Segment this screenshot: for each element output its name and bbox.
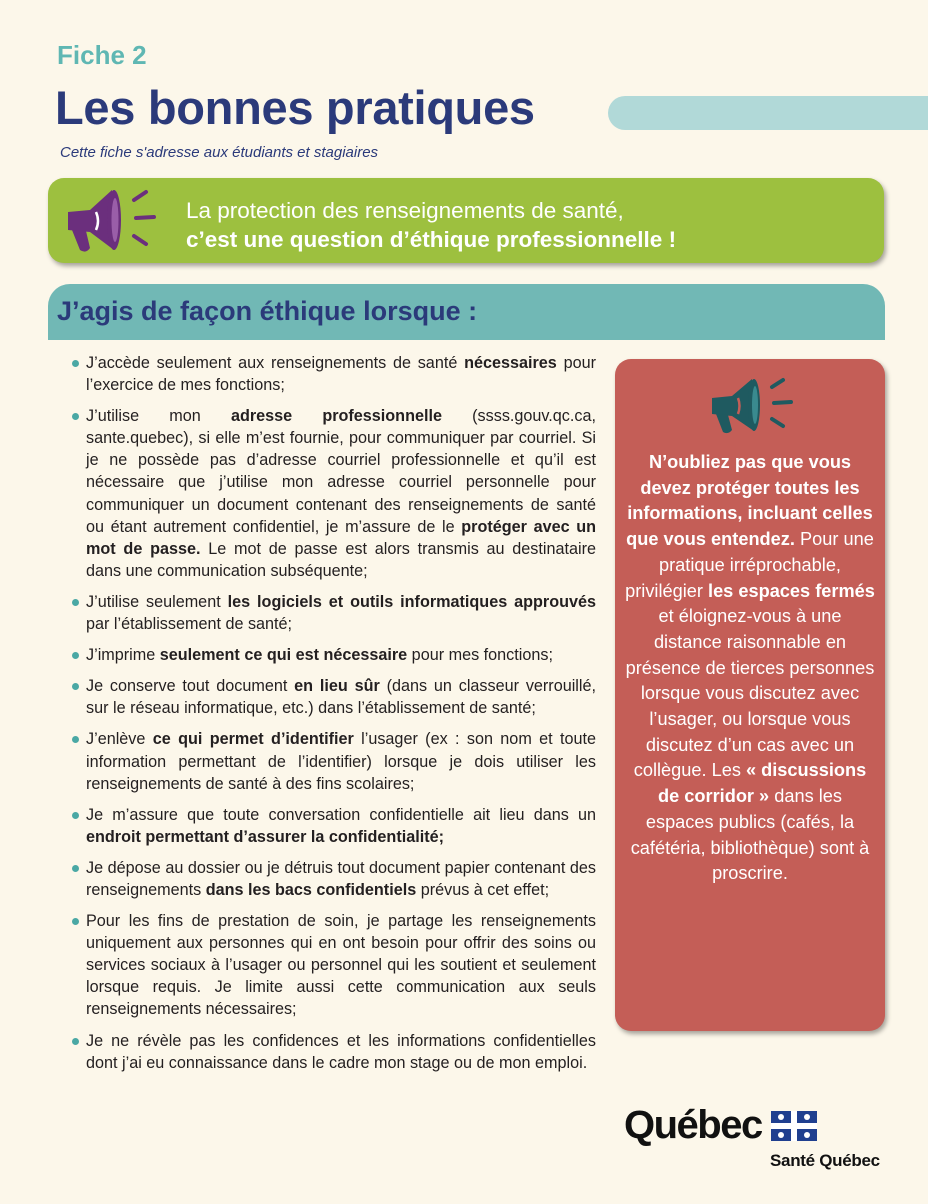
fleur-de-lis-flag-icon — [771, 1111, 817, 1141]
callout-lead: N’oubliez pas que vous devez protéger toutes les informations, incluant celles que vous entendez. — [626, 452, 873, 550]
bullet-text: (ssss.gouv.qc.ca, sante.quebec), si elle m’est fournie, pour communiquer par courriel. Si je ne possède pas d’adresse courriel professionnelle et qu’il est nécessaire que j’utilise mon adresse courriel personnelle pour communiquer un document contenant des renseignements de santé ou étant autrement confidentiel, je m’assure de le — [86, 407, 596, 536]
bullet-item — [70, 591, 596, 635]
bullet-text: J’enlève — [86, 730, 153, 749]
callout-bold-3: « discussions de corridor » — [658, 760, 867, 807]
bullet-emphasis: adresse professionnelle — [230, 407, 442, 426]
callout-part-1: Pour une pratique irréprochable, privilégier — [625, 529, 874, 601]
sante-quebec-logo-text: Santé Québec — [770, 1151, 880, 1170]
bullet-emphasis: nécessaires — [464, 354, 557, 372]
bullet-text: J’utilise mon — [86, 407, 231, 426]
bullet-item — [70, 675, 596, 719]
bullet-item — [70, 644, 596, 666]
bullet-text: Je dépose au dossier ou je détruis tout document papier contenant des renseignements — [86, 858, 596, 899]
reminder-callout-text — [624, 450, 876, 887]
bullet-text: Je conserve tout document — [86, 677, 295, 696]
bullet-text: (dans un classeur verrouillé, sur le réseau informatique, etc.) dans l’établissement de santé; — [86, 677, 596, 718]
callout-bold-2: les espaces fermés — [708, 580, 875, 601]
bullet-item — [70, 910, 596, 1020]
quebec-logo-wordmark: Québec — [624, 1103, 762, 1147]
bullet-emphasis: ce qui permet d’identifier — [152, 730, 354, 749]
bullet-emphasis: en lieu sûr — [294, 677, 380, 696]
callout-part-2: et éloignez-vous à une distance raisonnable en présence de tierces personnes lorsque vous discutez avec l’usager, ou lorsque vous discutez d’un cas avec un collègue. Les — [625, 606, 875, 781]
megaphone-icon — [706, 374, 802, 438]
bullet-item — [70, 804, 596, 848]
title-decoration-bar — [608, 96, 928, 130]
bullet-text: Pour les fins de prestation de soin, je partage les renseignements uniquement aux personnes qui en ont besoin pour offrir des soins ou services sociaux à l’usager ou personnel qui les soutient et seulement lorsque requis. Je limite aussi cette communication aux seuls renseignements nécessaires; — [86, 912, 596, 1019]
bullet-text: pour l’exercice de mes fonctions; — [86, 354, 596, 395]
bullet-text: J’utilise seulement — [86, 592, 228, 611]
bullet-emphasis: les logiciels et outils informatiques approuvés — [227, 592, 596, 611]
bullet-text: l’usager (ex : son nom et toute information permettant de l’identifier) lorsque je dois utiliser les renseignements de santé à des fins scolaires; — [86, 730, 596, 793]
bullet-text: J’imprime — [86, 646, 160, 665]
bullet-text: prévus à cet effet; — [416, 880, 550, 899]
section-title: J’agis de façon éthique lorsque : — [57, 296, 478, 326]
callout-part-3: dans les espaces publics (cafés, la cafétéria, bibliothèque) sont à proscrire. — [630, 786, 870, 884]
ethics-bullet-list — [70, 352, 596, 1083]
bullet-emphasis: protéger avec un mot de passe. — [86, 517, 596, 558]
banner-line-2: c’est une question d’éthique professionnelle ! — [186, 227, 677, 252]
bullet-text: par l’établissement de santé; — [86, 615, 293, 634]
bullet-item — [70, 352, 596, 396]
bullet-item — [70, 405, 596, 582]
bullet-emphasis: dans les bacs confidentiels — [205, 880, 417, 899]
bullet-emphasis: endroit permettant d’assurer la confidentialité; — [86, 827, 444, 846]
bullet-item — [70, 857, 596, 901]
bullet-text: Je ne révèle pas les confidences et les informations confidentielles dont j’ai eu connaissance dans le cadre mon stage ou de mon emploi. — [86, 1031, 596, 1072]
bullet-text: J’accède seulement aux renseignements de santé — [86, 354, 465, 372]
bullet-text: Le mot de passe est alors transmis au destinataire dans une communication subséquente; — [86, 539, 596, 580]
bullet-text: Je m’assure que toute conversation confidentielle ait lieu dans un — [86, 805, 596, 824]
bullet-text: pour mes fonctions; — [407, 646, 553, 665]
fiche-number: Fiche 2 — [57, 40, 147, 70]
banner-line-1: La protection des renseignements de santé, — [186, 198, 624, 223]
page-title: Les bonnes pratiques — [55, 81, 535, 134]
page-subtitle: Cette fiche s'adresse aux étudiants et stagiaires — [60, 144, 379, 161]
bullet-item — [70, 728, 596, 794]
bullet-emphasis: seulement ce qui est nécessaire — [159, 646, 408, 665]
bullet-item — [70, 1030, 596, 1074]
megaphone-icon — [60, 184, 166, 258]
